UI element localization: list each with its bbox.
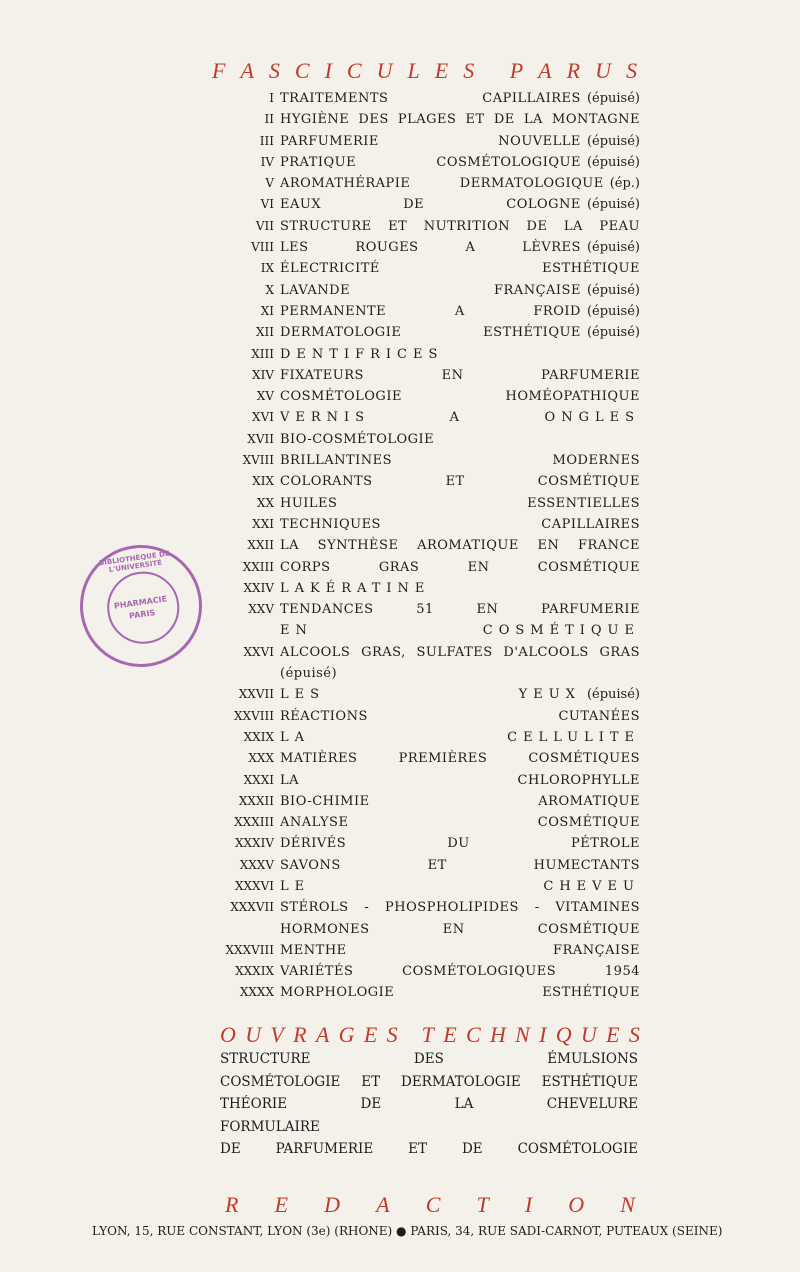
ouvrage-item: FORMULAIRE: [220, 1118, 320, 1135]
fascicule-number: XXIII: [242, 559, 274, 574]
ouvrage-item: THÉORIE DE LA CHEVELURE: [220, 1096, 638, 1112]
fascicule-row: [200, 770, 640, 791]
fascicule-title: AROMATHÉRAPIE DERMATOLOGIQUE: [280, 176, 604, 192]
fascicule-title: LES YEUX: [280, 687, 581, 703]
heading-letter: F: [212, 58, 226, 83]
fascicule-title-group: [280, 642, 640, 663]
fascicule-title: CORPS GRAS EN COSMÉTIQUE: [280, 559, 640, 575]
fascicule-row: [200, 706, 640, 727]
fascicule-number: V: [265, 176, 274, 191]
fascicule-title-group: [280, 152, 640, 173]
heading-letter: R: [225, 1192, 239, 1217]
heading-letter: I: [539, 1022, 547, 1047]
fascicule-number: XII: [255, 325, 274, 340]
fascicule-row: [200, 365, 640, 386]
heading-letter: E: [606, 1022, 620, 1047]
fascicule-row: [200, 578, 640, 599]
fascicule-title: EN COSMÉTIQUE: [280, 623, 640, 639]
fascicule-title-group: [280, 471, 640, 492]
fascicule-row: [200, 152, 640, 173]
fascicule-number: III: [259, 133, 274, 148]
ouvrage-item: STRUCTURE DES ÉMULSIONS: [220, 1051, 638, 1067]
heading-letter: S: [625, 58, 637, 83]
fascicule-row: [200, 386, 640, 407]
fascicule-title-group: [280, 919, 640, 940]
fascicule-number: XIX: [252, 474, 274, 489]
fascicule-row: [200, 748, 640, 769]
stamp-top-text: BIBLIOTHÈQUE DE L'UNIVERSITÉ: [98, 549, 171, 575]
fascicule-row: [200, 407, 640, 428]
ouvrages-list: [220, 1048, 638, 1161]
fascicule-row: [200, 322, 640, 343]
heading-letter: U: [245, 1022, 262, 1047]
fascicule-note: (épuisé): [586, 687, 640, 703]
fascicule-number: XXVI: [243, 644, 274, 659]
library-stamp: [72, 537, 210, 675]
heading-letter: A: [538, 58, 552, 83]
fascicule-title-group: [280, 535, 640, 556]
fascicule-row: [200, 194, 640, 215]
fascicule-row: [200, 173, 640, 194]
fascicule-title-group: [280, 450, 640, 471]
fascicule-title-group: [280, 620, 640, 641]
fascicule-row: [200, 982, 640, 1003]
fascicule-row: [200, 535, 640, 556]
fascicule-title-group: [280, 258, 640, 279]
fascicule-title-group: [280, 982, 640, 1003]
fascicule-row: [200, 897, 640, 918]
fascicule-title: ANALYSE COSMÉTIQUE: [280, 815, 640, 831]
fascicule-title-group: [280, 237, 640, 258]
fascicule-title-group: [280, 812, 640, 833]
heading-ouvrages-techniques: [220, 1022, 640, 1048]
fascicule-number: IX: [260, 261, 274, 276]
ouvrage-item: DE PARFUMERIE ET DE COSMÉTOLOGIE: [220, 1141, 638, 1157]
fascicule-row: [200, 514, 640, 535]
fascicule-title: VARIÉTÉS COSMÉTOLOGIQUES 1954: [280, 964, 640, 980]
fascicule-title-group: [280, 897, 640, 918]
fascicule-row: [200, 237, 640, 258]
fascicule-title-group: [280, 429, 640, 450]
heading-letter: O: [220, 1022, 236, 1047]
heading-letter: S: [628, 1022, 640, 1047]
fascicule-row: [200, 684, 640, 705]
heading-letter: A: [376, 1192, 390, 1217]
fascicule-note: (ép.): [609, 176, 640, 192]
fascicule-title: PARFUMERIE NOUVELLE: [280, 133, 581, 149]
fascicule-number: XXI: [252, 516, 274, 531]
fascicule-title-group: [280, 407, 640, 428]
fascicule-title: BIO-COSMÉTOLOGIE: [280, 431, 435, 447]
heading-letter: E: [434, 58, 449, 83]
fascicule-row: [200, 663, 640, 684]
fascicule-row: [200, 599, 640, 620]
heading-letter: Q: [555, 1022, 572, 1047]
fascicule-title-group: [280, 770, 640, 791]
fascicule-title-group: [280, 301, 640, 322]
fascicule-title-group: [280, 833, 640, 854]
fascicule-title-group: [280, 216, 640, 237]
heading-letter: P: [509, 58, 524, 83]
fascicule-title-group: [280, 684, 640, 705]
fascicule-note: (épuisé): [586, 303, 640, 319]
fascicule-row: [200, 429, 640, 450]
fascicule-number: I: [269, 91, 274, 105]
fascicule-number: XXXIV: [234, 836, 274, 851]
fascicule-title-group: [280, 961, 640, 982]
fascicule-number: XXXI: [243, 772, 274, 787]
fascicule-title-group: [280, 109, 640, 130]
fascicule-number: XVI: [252, 410, 274, 425]
fascicule-number: XXV: [248, 602, 274, 617]
fascicule-row: [200, 961, 640, 982]
heading-letter: T: [421, 1022, 434, 1047]
heading-letter: E: [363, 1022, 378, 1047]
fascicule-number: XXIV: [243, 580, 274, 595]
heading-redaction: [225, 1192, 635, 1218]
fascicule-title: EAUX DE COLOGNE: [280, 197, 581, 213]
heading-letter: O: [568, 1192, 585, 1217]
fascicule-row: [200, 727, 640, 748]
fascicule-title: MENTHE FRANÇAISE: [280, 942, 640, 958]
fascicule-number: XXXVI: [234, 878, 274, 893]
fascicule-title-group: [280, 578, 640, 599]
fascicule-title-group: [280, 344, 640, 365]
fascicule-title: MATIÈRES PREMIÈRES COSMÉTIQUES: [280, 751, 640, 767]
heading-letter: T: [476, 1192, 489, 1217]
fascicule-row: [200, 620, 640, 641]
fascicule-note: (épuisé): [586, 325, 640, 341]
fascicule-row: [200, 109, 640, 130]
fascicule-title: MORPHOLOGIE ESTHÉTIQUE: [280, 985, 640, 1001]
fascicule-title-group: [280, 706, 640, 727]
heading-letter: [489, 58, 495, 84]
fascicule-title: HUILES ESSENTIELLES: [280, 495, 640, 511]
fascicule-row: [200, 855, 640, 876]
stamp-center-text-1: PHARMACIE: [113, 594, 168, 611]
heading-letter: R: [566, 58, 581, 83]
heading-letter: A: [315, 1022, 330, 1047]
fascicule-title-group: [280, 131, 640, 152]
fascicule-note: (épuisé): [586, 240, 640, 256]
fascicule-row: [200, 876, 640, 897]
fascicule-number: XXVIII: [234, 708, 274, 723]
fascicule-title: TECHNIQUES CAPILLAIRES: [280, 516, 640, 532]
heading-letter: U: [595, 58, 611, 83]
fascicule-title: TRAITEMENTS CAPILLAIRES: [280, 91, 581, 106]
heading-letter: V: [270, 1022, 284, 1047]
fascicule-title: DERMATOLOGIE ESTHÉTIQUE: [280, 325, 581, 341]
fascicule-title: RÉACTIONS CUTANÉES: [280, 708, 640, 724]
fascicule-title-group: [280, 365, 640, 386]
heading-letter: [407, 1022, 413, 1048]
fascicule-number: VI: [260, 197, 274, 212]
heading-letter: N: [515, 1022, 530, 1047]
heading-letter: I: [524, 1192, 533, 1217]
fascicules-list: [200, 88, 640, 1004]
fascicule-row: [200, 940, 640, 961]
stamp-center-text-2: PARIS: [128, 608, 156, 621]
heading-letter: S: [268, 58, 280, 83]
fascicule-title: LA SYNTHÈSE AROMATIQUE EN FRANCE: [280, 538, 640, 554]
fascicule-row: [200, 493, 640, 514]
heading-letter: G: [338, 1022, 355, 1047]
fascicule-title: LAKÉRATINE: [280, 580, 431, 596]
fascicule-title: LES ROUGES A LÈVRES: [280, 240, 581, 256]
heading-letter: C: [425, 1192, 441, 1217]
fascicule-number: XXXIX: [235, 964, 274, 979]
fascicule-title-group: [280, 194, 640, 215]
fascicule-title: STÉROLS - PHOSPHOLIPIDES - VITAMINES: [280, 900, 640, 916]
footer-address: LYON, 15, RUE CONSTANT, LYON (3e) (RHONE) ● PARIS, 34, RUE SADI-CARNOT, PUTEAUX (SEINE): [92, 1224, 723, 1238]
fascicule-number: XIV: [252, 367, 274, 382]
fascicule-row: [200, 344, 640, 365]
fascicule-number: XI: [260, 303, 274, 318]
heading-letter: S: [386, 1022, 398, 1047]
fascicule-title-group: [280, 940, 640, 961]
heading-letter: A: [240, 58, 254, 83]
fascicule-title-group: [280, 599, 640, 620]
heading-letter: N: [620, 1192, 635, 1217]
fascicule-title: HYGIÈNE DES PLAGES ET DE LA MONTAGNE: [280, 112, 640, 128]
fascicule-row: [200, 919, 640, 940]
fascicule-number: XXII: [247, 538, 274, 553]
heading-letter: D: [324, 1192, 341, 1217]
fascicule-title-group: [280, 493, 640, 514]
fascicule-number: XXXVIII: [225, 942, 274, 957]
fascicule-title: (épuisé): [280, 666, 338, 682]
fascicule-number: XXIX: [243, 729, 274, 744]
fascicule-number: X: [265, 282, 274, 297]
fascicule-title: PRATIQUE COSMÉTOLOGIQUE: [280, 154, 581, 170]
heading-letter: C: [465, 1022, 481, 1047]
fascicule-title: HORMONES EN COSMÉTIQUE: [280, 921, 640, 937]
fascicule-title-group: [280, 557, 640, 578]
fascicule-row: [200, 301, 640, 322]
fascicule-number: XXX: [248, 751, 274, 766]
heading-letter: R: [293, 1022, 307, 1047]
fascicule-title: BIO-CHIMIE AROMATIQUE: [280, 793, 640, 809]
ouvrage-item: COSMÉTOLOGIE ET DERMATOLOGIE ESTHÉTIQUE: [220, 1073, 638, 1090]
fascicule-title-group: [280, 280, 640, 301]
fascicule-number: XXXX: [239, 985, 274, 1000]
fascicule-number: XX: [256, 495, 274, 510]
heading-letter: L: [407, 58, 420, 83]
fascicule-note: (épuisé): [586, 282, 640, 298]
fascicule-title: ALCOOLS GRAS, SULFATES D'ALCOOLS GRAS: [280, 644, 640, 660]
fascicule-title-group: [280, 514, 640, 535]
heading-fascicules-parus: [212, 58, 637, 84]
fascicule-title-group: [280, 173, 640, 194]
fascicule-title: FIXATEURS EN PARFUMERIE: [280, 367, 640, 383]
fascicule-title: DÉRIVÉS DU PÉTROLE: [280, 836, 640, 852]
fascicule-number: XXVII: [238, 687, 274, 702]
fascicule-title: DENTIFRICES: [280, 346, 444, 362]
fascicule-title-group: [280, 876, 640, 897]
heading-letter: U: [376, 58, 393, 83]
fascicule-title: LA CHLOROPHYLLE: [280, 772, 640, 788]
fascicule-number: XVIII: [242, 453, 274, 468]
fascicule-title: LAVANDE FRANÇAISE: [280, 282, 581, 298]
fascicule-row: [200, 812, 640, 833]
heading-letter: S: [463, 58, 475, 83]
fascicule-title-group: [280, 727, 640, 748]
fascicule-row: [200, 642, 640, 663]
heading-letter: H: [489, 1022, 506, 1047]
fascicule-title: SAVONS ET HUMECTANTS: [280, 857, 640, 873]
fascicule-row: [200, 280, 640, 301]
heading-letter: E: [443, 1022, 457, 1047]
fascicule-number: XVII: [247, 431, 274, 446]
fascicule-number: II: [264, 112, 274, 127]
fascicule-number: IV: [260, 154, 274, 169]
fascicule-number: XV: [256, 389, 274, 404]
fascicule-number: XXXV: [239, 857, 274, 872]
fascicule-number: XIII: [251, 346, 274, 361]
heading-letter: U: [580, 1022, 597, 1047]
fascicule-row: [200, 216, 640, 237]
fascicule-row: [200, 258, 640, 279]
fascicule-row: [200, 131, 640, 152]
fascicule-title: PERMANENTE A FROID: [280, 303, 581, 319]
fascicule-row: [200, 833, 640, 854]
heading-letter: C: [346, 58, 362, 83]
fascicule-row: [200, 791, 640, 812]
fascicule-note: (épuisé): [586, 154, 640, 170]
fascicule-number: VII: [255, 218, 274, 233]
fascicule-title: VERNIS A ONGLES: [280, 410, 640, 426]
fascicule-title: COSMÉTOLOGIE HOMÉOPATHIQUE: [280, 389, 640, 405]
heading-letter: E: [274, 1192, 289, 1217]
fascicule-title-group: [280, 791, 640, 812]
fascicule-row: [200, 557, 640, 578]
fascicule-note: (épuisé): [586, 133, 640, 149]
fascicule-title-group: [280, 663, 640, 684]
fascicule-title: TENDANCES 51 EN PARFUMERIE: [280, 602, 640, 618]
heading-letter: C: [294, 58, 310, 83]
fascicule-row: [200, 471, 640, 492]
fascicule-title: ÉLECTRICITÉ ESTHÉTIQUE: [280, 261, 640, 277]
fascicule-title: BRILLANTINES MODERNES: [280, 453, 640, 469]
fascicule-title-group: [280, 322, 640, 343]
fascicule-row: [200, 450, 640, 471]
fascicule-title: LA CELLULITE: [280, 729, 640, 745]
fascicule-title-group: [280, 386, 640, 407]
fascicule-number: XXXIII: [234, 815, 274, 830]
fascicule-title: STRUCTURE ET NUTRITION DE LA PEAU: [280, 218, 640, 234]
fascicule-title-group: [280, 748, 640, 769]
fascicule-number: XXXII: [238, 793, 274, 808]
fascicule-note: (épuisé): [586, 91, 640, 106]
fascicule-note: (épuisé): [586, 197, 640, 213]
heading-letter: I: [324, 58, 332, 83]
fascicule-title: LE CHEVEU: [280, 878, 640, 894]
fascicule-title-group: [280, 88, 640, 109]
fascicule-title: COLORANTS ET COSMÉTIQUE: [280, 474, 640, 490]
fascicule-number: VIII: [251, 240, 274, 255]
fascicule-number: XXXVII: [230, 900, 274, 915]
fascicule-title-group: [280, 855, 640, 876]
fascicule-row: [200, 88, 640, 109]
